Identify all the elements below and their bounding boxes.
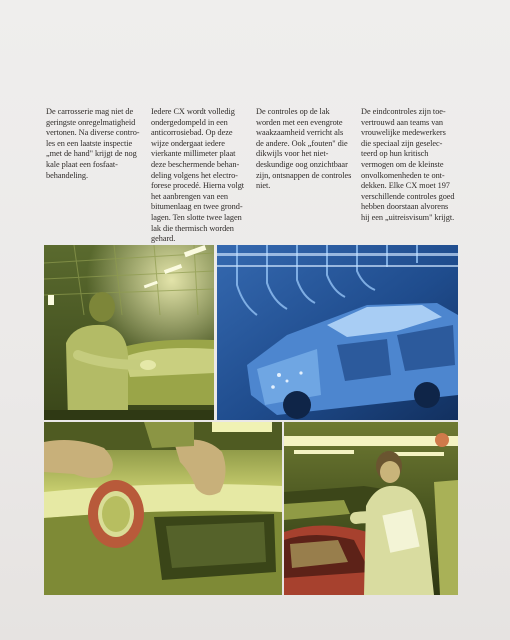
photo-car-body-dipping — [217, 245, 458, 420]
text-column-4: De eindcontroles zijn toe- vertrouwd aan teams van vrouwelijke medewerkers die speciaal zijn geselec- teerd op hun kritisch vermogen om de kleinste onvolkomenheden te ont- dekken. Elke CX moet 197 verschillende controles goed hebben doorstaan alvorens hij een „uitreisvisum" krijgt. — [361, 107, 455, 222]
photo-paint-shop-worker — [44, 245, 214, 420]
photo-final-inspection — [284, 422, 458, 595]
text-column-1: De carrosserie mag niet de geringste onregelmatigheid vertonen. Na diverse contro- les en een laatste inspectie „met de hand" krijgt de nog kale plaat een fosfaat- behandeling. — [46, 107, 140, 180]
text-column-2: Iedere CX wordt volledig ondergedompeld in een anticorrosiebad. Op deze wijze ondergaat iedere vierkante millimeter plaat deze beschermende behan- deling volgens het electro- forese procedé. Hierna volgt het aanbrengen van een bitumenlaag en twee grond- lagen. Ten slotte twee lagen lak die thermisch worden gehard. — [151, 107, 245, 244]
photo-tape-inspection — [44, 422, 282, 595]
text-column-3: De controles op de lak worden met een evengrote waakzaamheid verricht als de andere. Ook „fouten" die dikwijls voor het niet- deskundige oog onzichtbaar zijn, ontsnappen de controles niet. — [256, 107, 352, 191]
